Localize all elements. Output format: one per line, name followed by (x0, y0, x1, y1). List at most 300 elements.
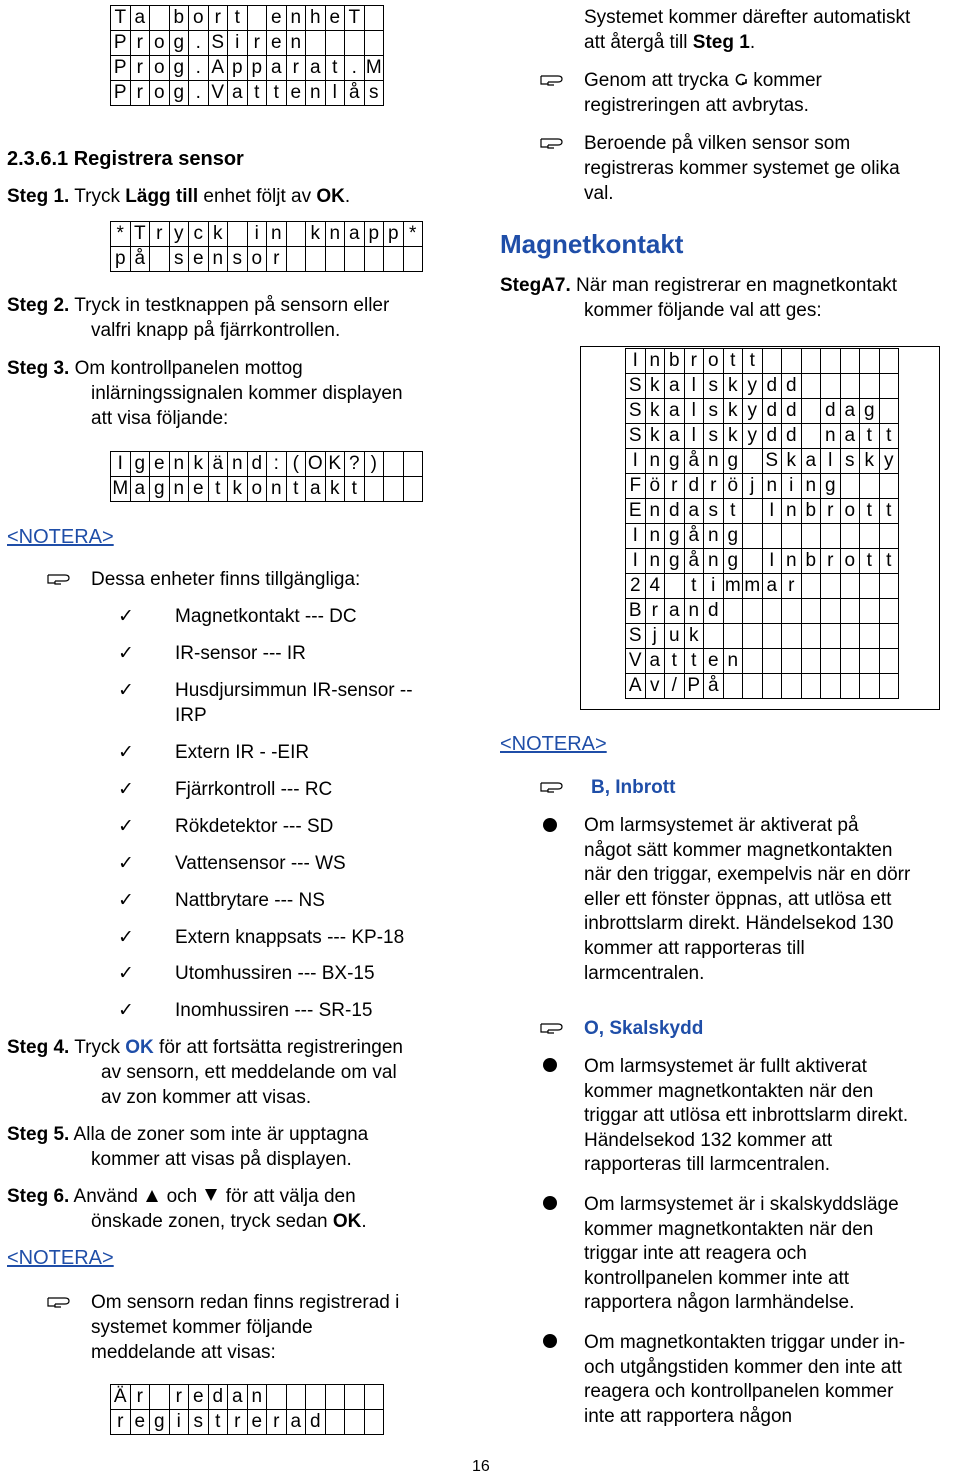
lcd-cell: r (665, 474, 685, 499)
lcd-cell: n (645, 349, 665, 374)
lcd-cell: * (403, 222, 423, 247)
lcd-cell (306, 1385, 326, 1410)
lcd-cell: j (645, 624, 665, 649)
lcd-cell: s (228, 247, 248, 272)
lcd-cell (150, 247, 170, 272)
lcd-cell: : (267, 452, 287, 477)
device-item: Fjärrkontroll --- RC (175, 779, 333, 800)
stega7-line2: kommer följande val att ges: (584, 300, 822, 321)
lcd-cell: s (704, 374, 724, 399)
lcd-cell: o (247, 247, 267, 272)
triangle-up-icon (146, 1190, 158, 1202)
lcd-cell (345, 31, 365, 56)
lcd-cell: d (821, 399, 841, 424)
lcd-cell: . (189, 31, 209, 56)
lcd-cell: g (169, 56, 189, 81)
note-label-1: <NOTERA> (7, 526, 114, 548)
lcd-cell: r (684, 349, 704, 374)
right-note2-line2: registreras kommer systemet ge olika (584, 158, 900, 179)
lcd-cell (364, 477, 384, 502)
lcd-cell: l (821, 449, 841, 474)
checkmark-icon: ✓ (118, 605, 134, 627)
step-3-line3: att visa följande: (91, 408, 229, 429)
pointing-hand-icon (540, 779, 570, 793)
lcd-cell: a (840, 424, 860, 449)
lcd-cell: å (684, 524, 704, 549)
paragraph-line: eller ett fönster öppnas, att utlösa ett (584, 888, 892, 910)
stega7: StegA7. När man registrerar en magnetkontakt (500, 275, 898, 296)
right-note2-line1: Beroende på vilken sensor som (584, 133, 851, 154)
right-intro-line1: Systemet kommer därefter automatiskt (584, 7, 911, 28)
paragraph-line: rapporteras till larmcentralen. (584, 1154, 831, 1176)
lcd-cell (286, 1385, 306, 1410)
lcd-cell: e (189, 1385, 209, 1410)
lcd-cell: o (189, 6, 209, 31)
lcd-cell: k (208, 222, 228, 247)
lcd-cell: o (150, 81, 170, 106)
device-item: IR-sensor --- IR (175, 643, 306, 664)
lcd-cell (306, 31, 326, 56)
lcd-cell: I (626, 449, 646, 474)
lcd-cell: p (364, 222, 384, 247)
lcd-cell: ö (723, 474, 743, 499)
paragraph-line: Om larmsystemet är aktiverat på (584, 815, 859, 836)
lcd-cell: t (684, 574, 704, 599)
lcd-cell (150, 6, 170, 31)
lcd-cell: r (150, 222, 170, 247)
lcd-cell: i (704, 574, 724, 599)
lcd-cell (403, 247, 423, 272)
lcd-cell: r (704, 474, 724, 499)
lcd-cell: r (247, 31, 267, 56)
lcd-cell: k (645, 374, 665, 399)
lcd-cell: a (228, 81, 248, 106)
lcd-cell: å (684, 449, 704, 474)
lcd-cell: P (111, 31, 131, 56)
lcd-cell (247, 6, 267, 31)
lcd-cell: l (684, 374, 704, 399)
lcd-cell: e (286, 81, 306, 106)
lcd-cell: s (704, 499, 724, 524)
device-item: Husdjursimmun IR-sensor -- (175, 680, 413, 701)
lcd-cell: r (130, 81, 150, 106)
lcd-cell: o (150, 31, 170, 56)
lcd-cell: t (684, 649, 704, 674)
paragraph-line: Om magnetkontakten triggar under in- (584, 1332, 906, 1353)
lcd-cell (364, 31, 384, 56)
lcd-cell: S (626, 399, 646, 424)
lcd-cell: å (704, 674, 724, 699)
lcd-cell: B (626, 599, 646, 624)
paragraph-line: kommer magnetkontakten när den (584, 1218, 874, 1240)
lcd-cell: I (762, 499, 782, 524)
lcd-cell (364, 1410, 384, 1435)
lcd-cell: t (860, 499, 880, 524)
lcd-cell (384, 452, 404, 477)
checkmark-icon: ✓ (118, 642, 134, 664)
lcd-cell: n (247, 1385, 267, 1410)
lcd-step3-display (110, 451, 423, 502)
lcd-row (111, 6, 384, 31)
lcd-cell: n (286, 6, 306, 31)
checkmark-icon: ✓ (118, 778, 134, 800)
lcd-row (111, 477, 423, 502)
lcd-cell: r (130, 56, 150, 81)
lcd-cell: a (130, 6, 150, 31)
lcd-cell: å (130, 247, 150, 272)
lcd-cell: i (169, 1410, 189, 1435)
lcd-top-display (110, 5, 384, 106)
lcd-cell: k (782, 449, 802, 474)
lcd-cell: I (626, 524, 646, 549)
device-item: Rökdetektor --- SD (175, 816, 334, 837)
lcd-cell (345, 1385, 365, 1410)
lcd-cell: b (801, 549, 821, 574)
lcd-cell: ä (208, 452, 228, 477)
lcd-cell: a (286, 1410, 306, 1435)
lcd-cell: g (665, 524, 685, 549)
lcd-cell: I (111, 452, 131, 477)
lcd-cell (364, 247, 384, 272)
lcd-cell: 2 (626, 574, 646, 599)
lcd-cell: r (267, 1410, 287, 1435)
lcd-cell: l (684, 399, 704, 424)
lcd-cell: e (189, 477, 209, 502)
lcd-cell: . (189, 56, 209, 81)
checkmark-icon: ✓ (118, 889, 134, 911)
lcd-cell: k (860, 449, 880, 474)
lcd-cell: d (704, 599, 724, 624)
lcd-cell: t (208, 477, 228, 502)
pointing-hand-icon (540, 1020, 570, 1034)
device-item: Vattensensor --- WS (175, 853, 346, 874)
lcd-cell (306, 247, 326, 272)
lcd-cell: r (111, 1410, 131, 1435)
lcd-cell: a (228, 1385, 248, 1410)
lcd-cell: I (626, 349, 646, 374)
lcd-cell (228, 222, 248, 247)
lcd-row (111, 222, 423, 247)
lcd-cell: g (169, 31, 189, 56)
lcd-cell: s (704, 424, 724, 449)
lcd-cell: t (665, 649, 685, 674)
lcd-cell: g (130, 452, 150, 477)
lcd-cell: n (169, 452, 189, 477)
lcd-cell: ? (345, 452, 365, 477)
lcd-cell: n (801, 474, 821, 499)
lcd-cell: g (821, 474, 841, 499)
lcd-cell: b (665, 349, 685, 374)
lcd-cell: b (801, 499, 821, 524)
lcd-cell: k (306, 222, 326, 247)
checkmark-icon: ✓ (118, 999, 134, 1021)
lcd-cell (345, 247, 365, 272)
step-2-line2: valfri knapp på fjärrkontrollen. (91, 320, 341, 341)
o-skalskydd-heading: O, Skalskydd (584, 1018, 704, 1039)
lcd-cell: T (345, 6, 365, 31)
bullet-icon (543, 1058, 557, 1072)
step-3: Steg 3. Om kontrollpanelen mottog (7, 358, 303, 379)
lcd-cell: s (840, 449, 860, 474)
lcd-cell: T (130, 222, 150, 247)
lcd-cell: e (267, 31, 287, 56)
lcd-cell: g (723, 524, 743, 549)
lcd-cell: l (325, 81, 345, 106)
paragraph-line: när den triggar, exempelvis när en dörr (584, 864, 911, 886)
lcd-cell: o (840, 549, 860, 574)
lcd-cell: n (782, 499, 802, 524)
lcd-cell (345, 1410, 365, 1435)
lcd-cell: r (169, 1385, 189, 1410)
lcd-cell: e (150, 452, 170, 477)
lcd-cell: ( (286, 452, 306, 477)
lcd-cell (364, 1385, 384, 1410)
step-3-line2: inlärningssignalen kommer displayen (91, 383, 403, 404)
lcd-cell: k (645, 399, 665, 424)
lcd-cell: n (782, 549, 802, 574)
lcd-cell: r (645, 599, 665, 624)
lcd-cell: r (782, 574, 802, 599)
step-5-line2: kommer att visas på displayen. (91, 1149, 352, 1170)
lcd-cell: d (306, 1410, 326, 1435)
lcd-cell: d (782, 424, 802, 449)
lcd-cell: I (762, 549, 782, 574)
paragraph-line: larmcentralen. (584, 962, 705, 984)
lcd-cell: b (169, 6, 189, 31)
lcd-cell: a (345, 222, 365, 247)
lcd-cell: c (189, 222, 209, 247)
paragraph-line: triggar inte att reagera och (584, 1243, 807, 1265)
pointing-hand-icon (47, 571, 77, 585)
note-label-2: <NOTERA> (7, 1247, 114, 1269)
lcd-cell: t (247, 81, 267, 106)
step-6: Steg 6. Använd och för att välja den (7, 1186, 356, 1207)
lcd-cell (286, 247, 306, 272)
lcd-cell: p (384, 222, 404, 247)
lcd-cell: i (782, 474, 802, 499)
lcd-cell: M (364, 56, 384, 81)
lcd-cell: t (723, 349, 743, 374)
lcd-cell: d (665, 499, 685, 524)
lcd-cell: r (130, 31, 150, 56)
lcd-cell: n (684, 599, 704, 624)
paragraph-line: Om larmsystemet är i skalskyddsläge (584, 1194, 899, 1215)
device-item: Nattbrytare --- NS (175, 890, 325, 911)
lcd-cell: t (860, 424, 880, 449)
lcd-cell: l (684, 424, 704, 449)
lcd-already-registered (110, 1384, 384, 1435)
lcd-cell: o (704, 349, 724, 374)
lcd-cell: g (860, 399, 880, 424)
lcd-step1-display (110, 221, 423, 272)
step-4-line3: av zon kommer att visas. (101, 1087, 312, 1108)
lcd-cell (364, 6, 384, 31)
lcd-cell: F (626, 474, 646, 499)
lcd-cell: r (228, 1410, 248, 1435)
lcd-cell: r (208, 6, 228, 31)
step-4: Steg 4. Tryck OK för att fortsätta registreringen (7, 1037, 403, 1058)
paragraph-line: kontrollpanelen kommer inte att (584, 1267, 850, 1289)
lcd-cell: p (111, 247, 131, 272)
lcd-cell: o (840, 499, 860, 524)
lcd-cell: n (325, 222, 345, 247)
lcd-cell: m (723, 574, 743, 599)
lcd-cell: a (130, 477, 150, 502)
right-note1-line2: registreringen att avbrytas. (584, 95, 809, 116)
lcd-cell: å (345, 81, 365, 106)
paragraph-line: Om larmsystemet är fullt aktiverat (584, 1056, 867, 1077)
paragraph-line: kommer magnetkontakten när den (584, 1080, 874, 1102)
lcd-cell: k (645, 424, 665, 449)
lcd-cell: P (111, 56, 131, 81)
lcd-cell: ö (645, 474, 665, 499)
lcd-row (111, 1410, 384, 1435)
lcd-cell: / (665, 674, 685, 699)
lcd-cell: r (130, 1385, 150, 1410)
lcd-cell: a (665, 374, 685, 399)
lcd-cell: o (150, 56, 170, 81)
lcd-cell: S (626, 424, 646, 449)
lcd-cell: g (150, 1410, 170, 1435)
lcd-cell: g (169, 81, 189, 106)
lcd-cell: t (325, 56, 345, 81)
lcd-cell: k (723, 374, 743, 399)
lcd-cell (325, 31, 345, 56)
note2-line2: systemet kommer följande (91, 1317, 313, 1338)
lcd-cell: n (306, 81, 326, 106)
paragraph-line: rapportera någon larmhändelse. (584, 1292, 855, 1314)
lcd-cell: d (208, 1385, 228, 1410)
pointing-hand-icon (540, 72, 570, 86)
lcd-cell: a (801, 449, 821, 474)
lcd-cell: n (723, 649, 743, 674)
lcd-cell: d (762, 374, 782, 399)
lcd-cell: n (208, 247, 228, 272)
lcd-cell: i (247, 222, 267, 247)
paragraph-line: reagera och kontrollpanelen kommer (584, 1381, 894, 1403)
lcd-cell (325, 1410, 345, 1435)
lcd-cell: n (267, 222, 287, 247)
lcd-cell: s (364, 81, 384, 106)
lcd-cell: o (247, 477, 267, 502)
note2-line3: meddelande att visas: (91, 1342, 276, 1363)
lcd-cell: n (169, 477, 189, 502)
section-heading: 2.3.6.1 Registrera sensor (7, 148, 244, 170)
lcd-cell (267, 1385, 287, 1410)
lcd-cell: k (325, 477, 345, 502)
lcd-cell: t (879, 499, 899, 524)
lcd-cell: r (821, 549, 841, 574)
lcd-cell: k (723, 424, 743, 449)
lcd-cell: P (111, 81, 131, 106)
triangle-down-icon (205, 1189, 217, 1201)
lcd-cell: y (743, 399, 763, 424)
lcd-cell (403, 477, 423, 502)
device-item: Inomhussiren --- SR-15 (175, 1000, 373, 1021)
paragraph-line: och utgångstiden kommer den inte att (584, 1356, 902, 1378)
lcd-cell: t (743, 349, 763, 374)
lcd-cell: a (306, 477, 326, 502)
right-note2-line3: val. (584, 183, 614, 204)
bullet-icon (543, 1196, 557, 1210)
back-arrow-icon (734, 73, 748, 87)
step-5: Steg 5. Alla de zoner som inte är upptagna (7, 1124, 369, 1145)
lcd-cell: a (684, 499, 704, 524)
lcd-cell: i (228, 31, 248, 56)
lcd-cell: S (762, 449, 782, 474)
bullet-icon (543, 818, 557, 832)
lcd-cell: e (267, 6, 287, 31)
lcd-cell: . (345, 56, 365, 81)
step-4-line2: av sensorn, ett meddelande om val (101, 1062, 397, 1083)
note-label-3: <NOTERA> (500, 733, 607, 755)
lcd-cell: K (325, 452, 345, 477)
lcd-cell (403, 452, 423, 477)
magnet-options-frame (580, 346, 940, 710)
lcd-cell: s (704, 399, 724, 424)
lcd-cell: a (306, 56, 326, 81)
lcd-cell: r (267, 247, 287, 272)
lcd-cell: t (879, 549, 899, 574)
lcd-cell: d (762, 424, 782, 449)
lcd-cell: y (879, 449, 899, 474)
bullet-icon (543, 1334, 557, 1348)
lcd-row (111, 81, 384, 106)
lcd-cell: u (665, 624, 685, 649)
lcd-cell: n (645, 524, 665, 549)
lcd-cell: E (626, 499, 646, 524)
lcd-cell: y (169, 222, 189, 247)
lcd-cell: n (645, 499, 665, 524)
lcd-cell: d (762, 399, 782, 424)
lcd-cell: t (286, 477, 306, 502)
lcd-cell: t (208, 1410, 228, 1435)
lcd-cell: g (723, 449, 743, 474)
lcd-cell: t (860, 549, 880, 574)
paragraph-line: något sätt kommer magnetkontakten (584, 839, 893, 861)
lcd-cell: A (626, 674, 646, 699)
lcd-cell: g (723, 549, 743, 574)
lcd-cell: n (267, 477, 287, 502)
device-item: Magnetkontakt --- DC (175, 606, 357, 627)
lcd-cell: Ä (111, 1385, 131, 1410)
pointing-hand-icon (47, 1294, 77, 1308)
lcd-cell: e (247, 1410, 267, 1435)
magnetkontakt-heading: Magnetkontakt (500, 229, 684, 259)
lcd-cell: å (684, 549, 704, 574)
lcd-cell (384, 247, 404, 272)
lcd-cell: k (684, 624, 704, 649)
lcd-cell (325, 247, 345, 272)
lcd-cell: a (762, 574, 782, 599)
note2-line1: Om sensorn redan finns registrerad i (91, 1292, 400, 1313)
device-item: Extern knappsats --- KP-18 (175, 927, 405, 948)
pointing-hand-icon (540, 135, 570, 149)
lcd-cell: s (169, 247, 189, 272)
lcd-cell: a (645, 649, 665, 674)
lcd-cell: h (306, 6, 326, 31)
lcd-cell: r (286, 56, 306, 81)
lcd-cell (286, 222, 306, 247)
lcd-cell: p (247, 56, 267, 81)
checkmark-icon: ✓ (118, 741, 134, 763)
lcd-cell: a (665, 424, 685, 449)
lcd-cell: 4 (645, 574, 665, 599)
lcd-cell: k (189, 452, 209, 477)
paragraph-line: inte att rapportera någon (584, 1405, 793, 1427)
lcd-cell: n (704, 524, 724, 549)
lcd-cell: t (228, 6, 248, 31)
